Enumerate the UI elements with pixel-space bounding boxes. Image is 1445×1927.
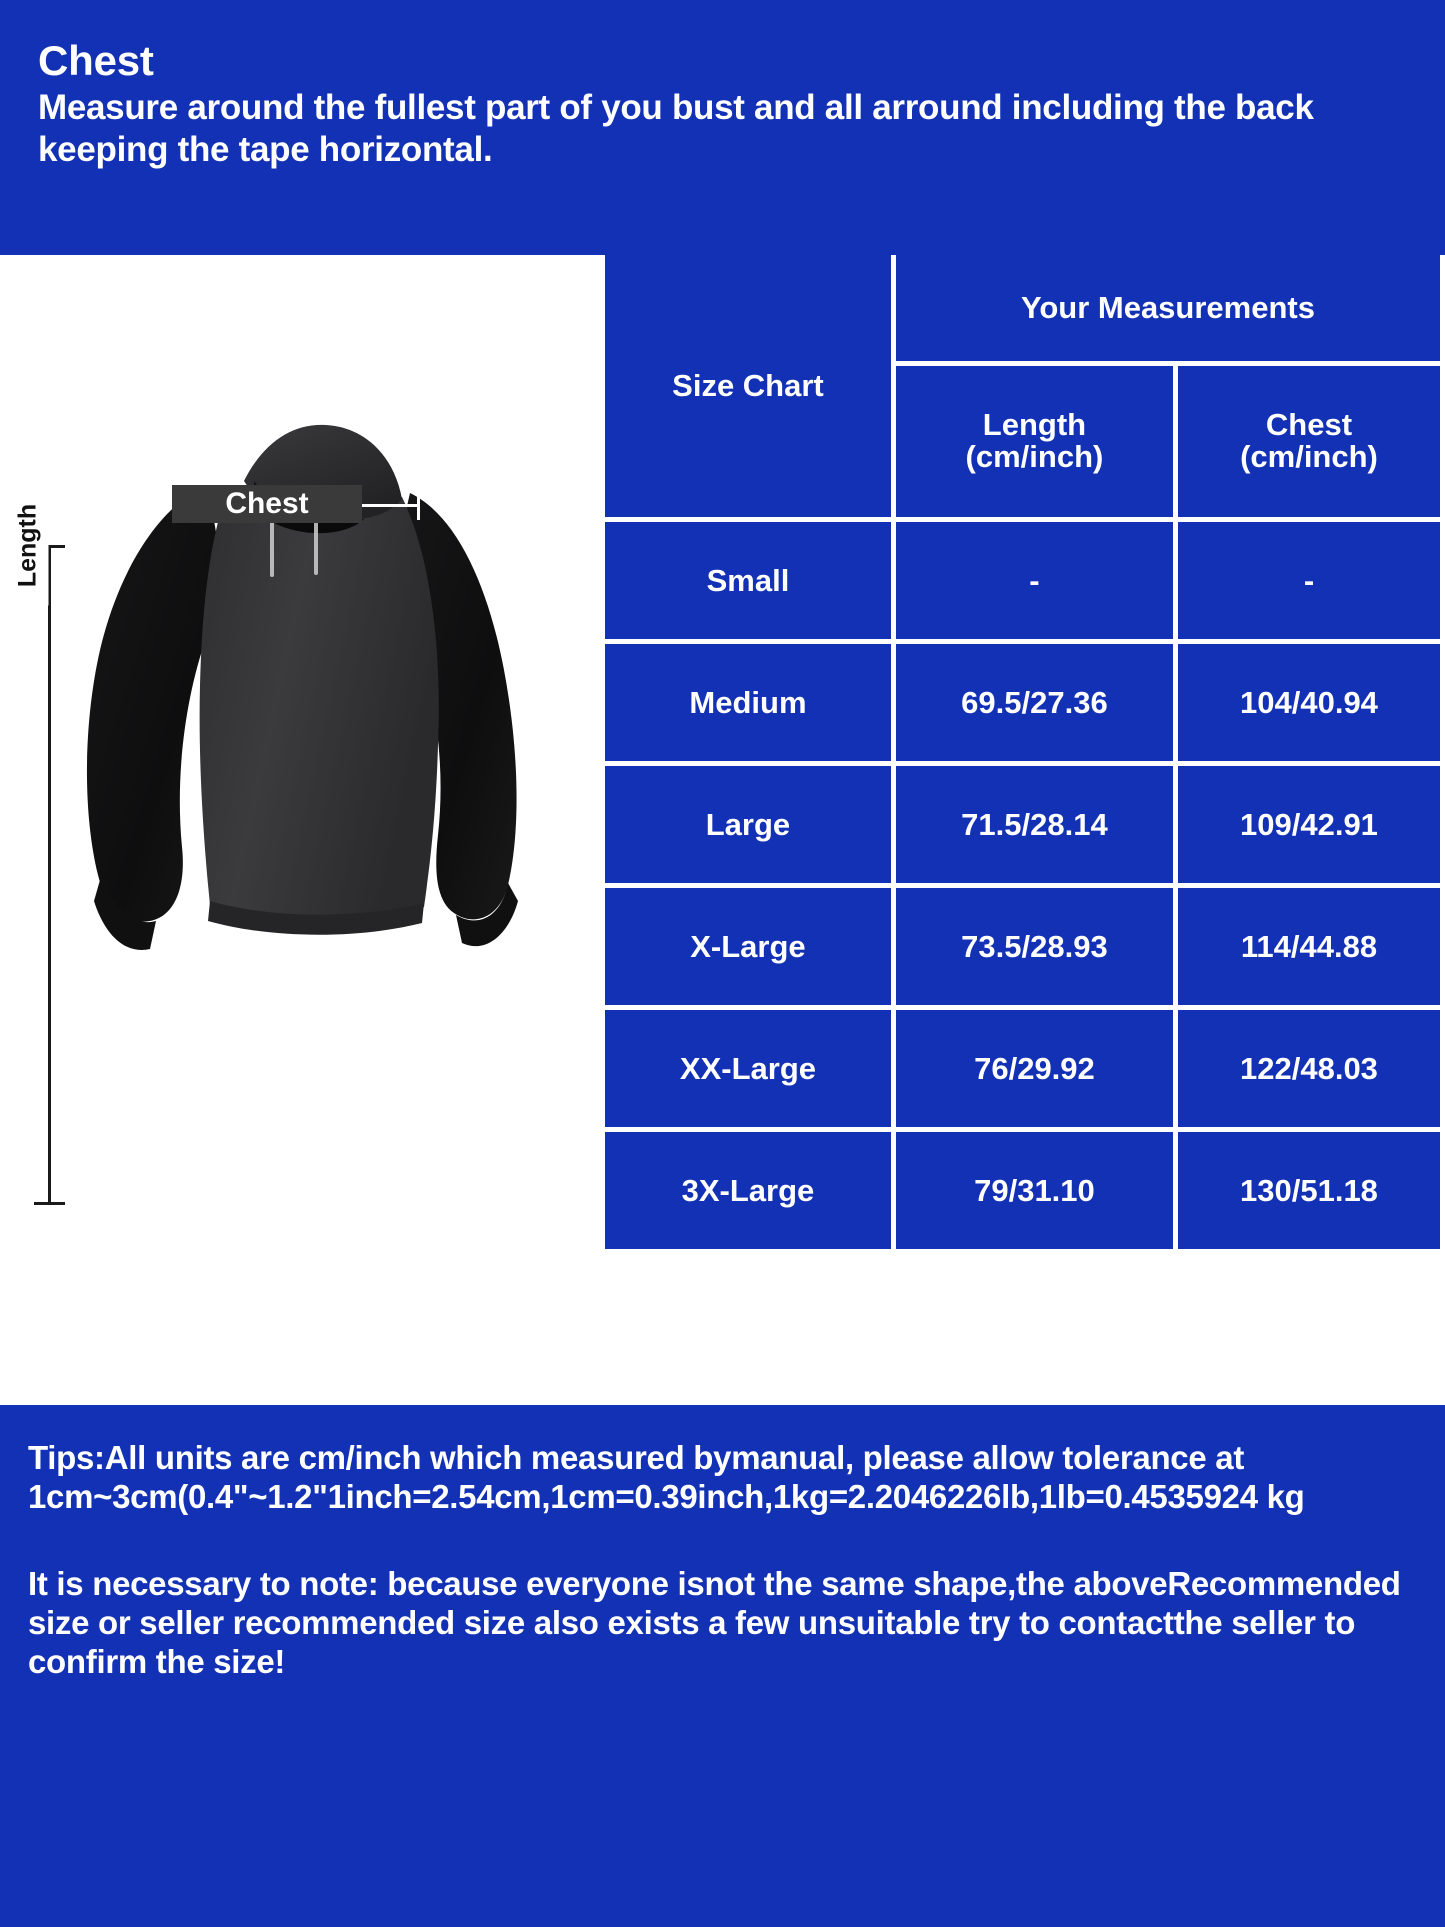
chest-value-3x-large: 130/51.18 xyxy=(1178,1132,1440,1249)
length-value-xx-large: 76/29.92 xyxy=(896,1010,1173,1127)
length-line xyxy=(48,545,51,1205)
table-row xyxy=(605,644,1440,761)
page-title: Chest xyxy=(38,37,154,84)
table-row xyxy=(605,888,1440,1005)
size-label-x-large: X-Large xyxy=(605,888,891,1005)
size-table-container xyxy=(600,250,1445,1254)
chest-cap-left xyxy=(110,491,113,520)
chest-value-large: 109/42.91 xyxy=(1178,766,1440,883)
tips-text: Tips:All units are cm/inch which measured bymanual, please allow tolerance at 1cm~3cm(0.4"~1.2"1inch=2.54cm,1cm=0.39inch,1kg=2.2046226lb,1lb=0.4535924 kg xyxy=(28,1439,1305,1515)
note-text: It is necessary to note: because everyone isnot the same shape,the aboveRecommended size or seller recommended size also exists a few unsuitable try to contactthe seller to confirm the size! xyxy=(28,1564,1401,1680)
length-column-header xyxy=(896,366,1173,517)
table-header-row xyxy=(605,255,1440,361)
size-label-xx-large: XX-Large xyxy=(605,1010,891,1127)
length-column-header-line1: Length xyxy=(982,406,1087,442)
length-value-small: - xyxy=(896,522,1173,639)
size-label-large: Large xyxy=(605,766,891,883)
size-label-small: Small xyxy=(605,522,891,639)
size-chart-header: Size Chart xyxy=(605,255,891,517)
chest-cap-right xyxy=(417,491,420,520)
table-row xyxy=(605,522,1440,639)
chest-value-x-large: 114/44.88 xyxy=(1178,888,1440,1005)
table-row xyxy=(605,1010,1440,1127)
product-illustration xyxy=(0,255,600,1405)
chest-column-header-line2: (cm/inch) xyxy=(1240,439,1378,475)
header-banner xyxy=(0,0,1445,255)
footer-notes xyxy=(0,1405,1445,1927)
your-measurements-header: Your Measurements xyxy=(896,255,1440,361)
chest-value-small: - xyxy=(1178,522,1440,639)
length-value-large: 71.5/28.14 xyxy=(896,766,1173,883)
chest-value-medium: 104/40.94 xyxy=(1178,644,1440,761)
length-value-x-large: 73.5/28.93 xyxy=(896,888,1173,1005)
chest-label: Chest xyxy=(172,485,362,523)
main-content xyxy=(0,255,1445,1405)
chest-value-xx-large: 122/48.03 xyxy=(1178,1010,1440,1127)
size-label-medium: Medium xyxy=(605,644,891,761)
measure-instruction: Measure around the fullest part of you bust and all arround including the back keeping the tape horizontal. xyxy=(38,88,1314,169)
chest-column-header-line1: Chest xyxy=(1265,406,1353,442)
chest-column-header xyxy=(1178,366,1440,517)
length-value-3x-large: 79/31.10 xyxy=(896,1132,1173,1249)
table-row xyxy=(605,766,1440,883)
length-cap-bottom xyxy=(34,1202,65,1205)
chest-measure-guide xyxy=(110,485,420,525)
size-table xyxy=(600,250,1445,1254)
table-row xyxy=(605,1132,1440,1249)
length-column-header-line2: (cm/inch) xyxy=(965,439,1104,475)
length-label: Length xyxy=(8,486,49,606)
length-value-medium: 69.5/27.36 xyxy=(896,644,1173,761)
size-label-3x-large: 3X-Large xyxy=(605,1132,891,1249)
